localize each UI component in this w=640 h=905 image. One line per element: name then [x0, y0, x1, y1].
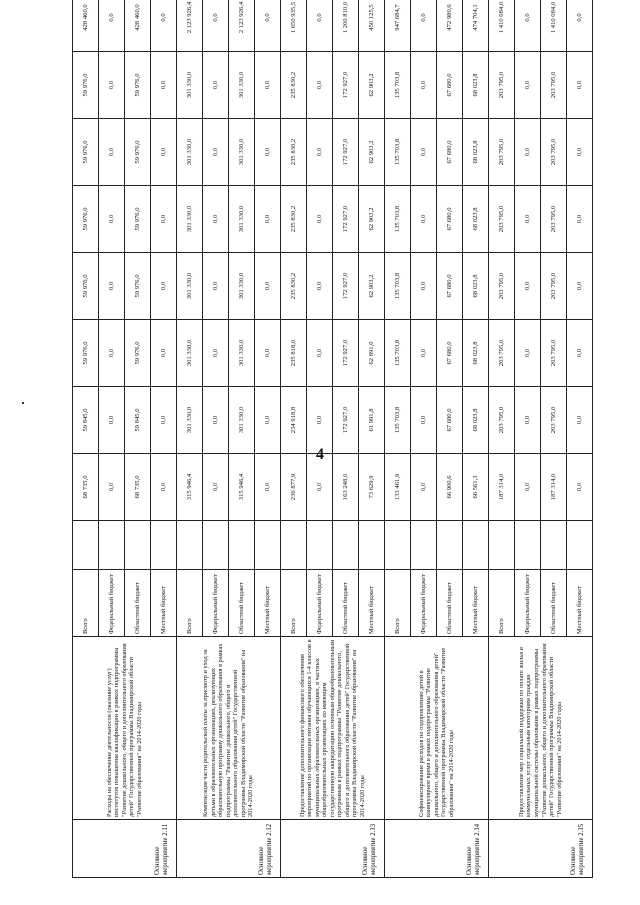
empty-cell — [177, 521, 203, 570]
value-cell: 59 976,0 — [125, 253, 151, 320]
value-cell: 0,0 — [567, 253, 593, 320]
value-cell: 172 927,0 — [333, 119, 359, 186]
value-cell: 0,0 — [99, 52, 125, 119]
value-cell: 315 946,4 — [229, 454, 255, 521]
value-cell: 68 023,8 — [463, 119, 489, 186]
value-cell: 0,0 — [99, 454, 125, 521]
value-cell: 203 795,0 — [489, 320, 515, 387]
value-cell: 172 927,0 — [333, 186, 359, 253]
value-cell: 0,0 — [411, 52, 437, 119]
value-cell: 59 976,0 — [125, 186, 151, 253]
value-cell: 135 703,8 — [385, 186, 411, 253]
total-cell: 0,0 — [255, 0, 281, 52]
value-cell: 0,0 — [255, 320, 281, 387]
funding-source: Всего — [73, 570, 99, 637]
value-cell: 0,0 — [411, 119, 437, 186]
funding-source: Областной бюджет — [125, 570, 151, 637]
value-cell: 0,0 — [411, 186, 437, 253]
value-cell: 0,0 — [99, 186, 125, 253]
value-cell: 0,0 — [307, 454, 333, 521]
value-cell: 59 976,0 — [73, 52, 99, 119]
value-cell: 0,0 — [515, 387, 541, 454]
empty-cell — [567, 521, 593, 570]
value-cell: 172 927,0 — [333, 320, 359, 387]
value-cell: 0,0 — [515, 52, 541, 119]
value-cell: 61 991,8 — [359, 387, 385, 454]
value-cell: 59 976,0 — [125, 320, 151, 387]
value-cell: 0,0 — [307, 52, 333, 119]
value-cell: 0,0 — [255, 52, 281, 119]
value-cell: 0,0 — [151, 119, 177, 186]
value-cell: 203 795,0 — [489, 119, 515, 186]
value-cell: 0,0 — [255, 387, 281, 454]
value-cell: 135 703,8 — [385, 253, 411, 320]
funding-source: Федеральный бюджет — [99, 570, 125, 637]
total-cell: 0,0 — [411, 0, 437, 52]
value-cell: 235 818,0 — [281, 320, 307, 387]
value-cell: 163 248,0 — [333, 454, 359, 521]
table-row — [385, 0, 411, 878]
value-cell: 0,0 — [151, 387, 177, 454]
value-cell: 0,0 — [255, 454, 281, 521]
funding-source: Областной бюджет — [437, 570, 463, 637]
value-cell: 301 330,0 — [229, 119, 255, 186]
value-cell: 0,0 — [151, 186, 177, 253]
value-cell: 203 795,0 — [541, 387, 567, 454]
value-cell: 0,0 — [567, 119, 593, 186]
activity-description: Компенсация части родительской платы за присмотр и уход за детьми в образовательных организациях, реализующих образовательную программу дошкольного образования в рамках подпрограммы "Развитие дошкольного, общего и дополнительного образования детей" Государственной программы Владимирской области "Развитие образования" на 2014-2020 годы — [177, 637, 281, 820]
value-cell: 172 927,0 — [333, 52, 359, 119]
value-cell: 0,0 — [567, 186, 593, 253]
value-cell: 236 877,9 — [281, 454, 307, 521]
value-cell: 0,0 — [203, 119, 229, 186]
value-cell: 62 903,2 — [359, 253, 385, 320]
value-cell: 301 330,0 — [177, 186, 203, 253]
value-cell: 59 976,0 — [125, 119, 151, 186]
value-cell: 0,0 — [151, 52, 177, 119]
value-cell: 0,0 — [151, 253, 177, 320]
funding-source: Федеральный бюджет — [307, 570, 333, 637]
value-cell: 62 891,0 — [359, 320, 385, 387]
value-cell: 301 330,0 — [177, 320, 203, 387]
value-cell: 203 795,0 — [541, 186, 567, 253]
value-cell: 68 023,8 — [463, 387, 489, 454]
value-cell: 59 845,0 — [73, 387, 99, 454]
activity-code: Основное мероприятие 2.13 — [281, 820, 385, 878]
value-cell: 133 461,9 — [385, 454, 411, 521]
value-cell: 301 330,0 — [177, 253, 203, 320]
total-cell: 947 684,7 — [385, 0, 411, 52]
value-cell: 203 795,0 — [541, 119, 567, 186]
value-cell: 0,0 — [307, 320, 333, 387]
total-cell: 428 460,0 — [73, 0, 99, 52]
funding-source: Местный бюджет — [567, 570, 593, 637]
value-cell: 135 703,8 — [385, 387, 411, 454]
funding-source: Всего — [281, 570, 307, 637]
value-cell: 0,0 — [255, 186, 281, 253]
total-cell: 474 704,1 — [463, 0, 489, 52]
total-cell: 2 123 926,4 — [229, 0, 255, 52]
empty-cell — [99, 521, 125, 570]
value-cell: 0,0 — [567, 454, 593, 521]
value-cell: 0,0 — [203, 454, 229, 521]
value-cell: 0,0 — [307, 186, 333, 253]
value-cell: 235 830,2 — [281, 119, 307, 186]
activity-code: Основное мероприятие 2.15 — [489, 820, 593, 878]
value-cell: 0,0 — [99, 387, 125, 454]
value-cell: 0,0 — [307, 119, 333, 186]
table-row — [489, 0, 515, 878]
activity-description: Софинансирование расходов по оздоровлению детей в каникулярное время в рамках подпрограммы "Развитие дошкольного, общего и дополнительного образования детей" Государственной программы Владимирской области "Развитие образования" на 2014-2020 годы — [385, 637, 489, 820]
activity-code: Основное мероприятие 2.11 — [73, 820, 177, 878]
value-cell: 68 023,8 — [463, 253, 489, 320]
total-cell: 1 650 935,5 — [281, 0, 307, 52]
value-cell: 0,0 — [567, 320, 593, 387]
value-cell: 67 680,0 — [437, 320, 463, 387]
funding-source: Областной бюджет — [229, 570, 255, 637]
value-cell: 0,0 — [203, 52, 229, 119]
empty-cell — [359, 521, 385, 570]
value-cell: 59 845,0 — [125, 387, 151, 454]
total-cell: 450 125,5 — [359, 0, 385, 52]
value-cell: 59 976,0 — [73, 186, 99, 253]
value-cell: 315 946,4 — [177, 454, 203, 521]
value-cell: 0,0 — [567, 387, 593, 454]
funding-source: Местный бюджет — [255, 570, 281, 637]
value-cell: 187 314,0 — [489, 454, 515, 521]
value-cell: 135 703,8 — [385, 320, 411, 387]
value-cell: 0,0 — [203, 320, 229, 387]
empty-cell — [437, 521, 463, 570]
total-cell: 0,0 — [99, 0, 125, 52]
value-cell: 0,0 — [99, 320, 125, 387]
value-cell: 203 795,0 — [541, 253, 567, 320]
value-cell: 235 830,2 — [281, 253, 307, 320]
value-cell: 59 976,0 — [73, 253, 99, 320]
value-cell: 68 735,0 — [125, 454, 151, 521]
value-cell: 68 023,8 — [463, 320, 489, 387]
funding-source: Федеральный бюджет — [411, 570, 437, 637]
empty-cell — [307, 521, 333, 570]
total-cell: 0,0 — [203, 0, 229, 52]
value-cell: 0,0 — [411, 320, 437, 387]
value-cell: 0,0 — [255, 253, 281, 320]
value-cell: 203 795,0 — [489, 186, 515, 253]
rotated-table-container — [72, 1, 585, 878]
value-cell: 301 330,0 — [177, 52, 203, 119]
value-cell: 67 680,0 — [437, 387, 463, 454]
value-cell: 67 680,0 — [437, 253, 463, 320]
value-cell: 0,0 — [151, 454, 177, 521]
value-cell: 62 903,2 — [359, 119, 385, 186]
value-cell: 0,0 — [307, 253, 333, 320]
value-cell: 203 795,0 — [489, 387, 515, 454]
value-cell: 59 976,0 — [125, 52, 151, 119]
total-cell: 0,0 — [307, 0, 333, 52]
value-cell: 203 795,0 — [541, 320, 567, 387]
empty-cell — [515, 521, 541, 570]
value-cell: 0,0 — [151, 320, 177, 387]
value-cell: 0,0 — [515, 454, 541, 521]
scan-speck — [22, 402, 24, 404]
value-cell: 301 330,0 — [229, 52, 255, 119]
empty-cell — [281, 521, 307, 570]
value-cell: 0,0 — [255, 119, 281, 186]
empty-cell — [125, 521, 151, 570]
table-body — [73, 0, 593, 878]
funding-source: Всего — [385, 570, 411, 637]
activity-code: Основное мероприятие 2.12 — [177, 820, 281, 878]
value-cell: 172 927,0 — [333, 253, 359, 320]
total-cell: 428 460,0 — [125, 0, 151, 52]
value-cell: 68 735,0 — [73, 454, 99, 521]
value-cell: 301 330,0 — [177, 119, 203, 186]
value-cell: 0,0 — [99, 253, 125, 320]
value-cell: 66 561,3 — [463, 454, 489, 521]
value-cell: 67 680,0 — [437, 52, 463, 119]
total-cell: 0,0 — [567, 0, 593, 52]
value-cell: 59 976,0 — [73, 320, 99, 387]
value-cell: 0,0 — [99, 119, 125, 186]
activity-description: Предоставление мер социальной поддержки по оплате жилья и коммунальных услуг отдельным категориям граждан муниципальной системы образования в рамках подпрограммы "Развитие дошкольного, общего и дополнительного образования детей" Государственной программы Владимирской области "Развитие образования" на 2014-2020 годы — [489, 637, 593, 820]
value-cell: 73 629,9 — [359, 454, 385, 521]
empty-cell — [151, 521, 177, 570]
value-cell: 0,0 — [203, 253, 229, 320]
empty-cell — [489, 521, 515, 570]
total-cell: 1 200 810,0 — [333, 0, 359, 52]
value-cell: 59 976,0 — [73, 119, 99, 186]
total-cell: 0,0 — [151, 0, 177, 52]
value-cell: 66 900,6 — [437, 454, 463, 521]
funding-source: Федеральный бюджет — [515, 570, 541, 637]
activity-description: Расходы на обеспечение деятельности (оказание услуг) институтов повышения квалификации в рамках подпрограммы "Развитие дошкольного, общего и дополнительного образования детей" Государственной программы Владимирской области "Развитие образования" на 2014-2020 годы — [73, 637, 177, 820]
funding-source: Областной бюджет — [333, 570, 359, 637]
funding-source: Областной бюджет — [541, 570, 567, 637]
empty-cell — [411, 521, 437, 570]
value-cell: 0,0 — [411, 387, 437, 454]
value-cell: 301 330,0 — [229, 253, 255, 320]
value-cell: 234 918,8 — [281, 387, 307, 454]
value-cell: 0,0 — [411, 454, 437, 521]
value-cell: 135 703,8 — [385, 52, 411, 119]
total-cell: 2 123 926,4 — [177, 0, 203, 52]
value-cell: 301 330,0 — [229, 387, 255, 454]
total-cell: 0,0 — [515, 0, 541, 52]
value-cell: 68 023,8 — [463, 186, 489, 253]
table-row — [177, 0, 203, 878]
value-cell: 301 330,0 — [177, 387, 203, 454]
value-cell: 0,0 — [567, 52, 593, 119]
funding-source: Всего — [489, 570, 515, 637]
value-cell: 62 903,2 — [359, 52, 385, 119]
funding-table — [72, 0, 593, 878]
activity-code: Основное мероприятие 2.14 — [385, 820, 489, 878]
value-cell: 62 903,2 — [359, 186, 385, 253]
empty-cell — [255, 521, 281, 570]
page-number: 4 — [316, 446, 324, 463]
value-cell: 68 023,8 — [463, 52, 489, 119]
funding-source: Федеральный бюджет — [203, 570, 229, 637]
value-cell: 172 927,0 — [333, 387, 359, 454]
value-cell: 187 314,0 — [541, 454, 567, 521]
value-cell: 0,0 — [203, 186, 229, 253]
value-cell: 301 330,0 — [229, 320, 255, 387]
value-cell: 67 680,0 — [437, 186, 463, 253]
value-cell: 0,0 — [515, 119, 541, 186]
value-cell: 0,0 — [515, 186, 541, 253]
value-cell: 0,0 — [203, 387, 229, 454]
total-cell: 1 410 084,0 — [541, 0, 567, 52]
value-cell: 0,0 — [515, 320, 541, 387]
empty-cell — [385, 521, 411, 570]
funding-source: Местный бюджет — [463, 570, 489, 637]
value-cell: 67 680,0 — [437, 119, 463, 186]
table-row — [73, 0, 99, 878]
value-cell: 0,0 — [515, 253, 541, 320]
empty-cell — [229, 521, 255, 570]
empty-cell — [333, 521, 359, 570]
total-cell: 472 980,6 — [437, 0, 463, 52]
funding-source: Местный бюджет — [359, 570, 385, 637]
table-row — [281, 0, 307, 878]
value-cell: 235 830,2 — [281, 52, 307, 119]
total-cell: 1 410 084,0 — [489, 0, 515, 52]
value-cell: 301 330,0 — [229, 186, 255, 253]
funding-source: Местный бюджет — [151, 570, 177, 637]
value-cell: 0,0 — [411, 253, 437, 320]
empty-cell — [203, 521, 229, 570]
value-cell: 0,0 — [307, 387, 333, 454]
value-cell: 135 703,8 — [385, 119, 411, 186]
activity-description: Предоставление дополнительного финансового обеспечения мероприятий по организации питания обучающихся 1-4 классов в муниципальных образовательных организациях, в частных общеобразовательных организациях по имеющим государственную аккредитацию основным общеобразовательным программам в рамках подпрограммы "Развитие дошкольного, общего и дополнительного образования детей" Государственной программы Владимирской области "Развитие образования" на 2014-2020 годы — [281, 637, 385, 820]
funding-source: Всего — [177, 570, 203, 637]
value-cell: 203 795,0 — [541, 52, 567, 119]
empty-cell — [73, 521, 99, 570]
empty-cell — [463, 521, 489, 570]
value-cell: 203 795,0 — [489, 52, 515, 119]
value-cell: 235 830,2 — [281, 186, 307, 253]
value-cell: 203 795,0 — [489, 253, 515, 320]
empty-cell — [541, 521, 567, 570]
